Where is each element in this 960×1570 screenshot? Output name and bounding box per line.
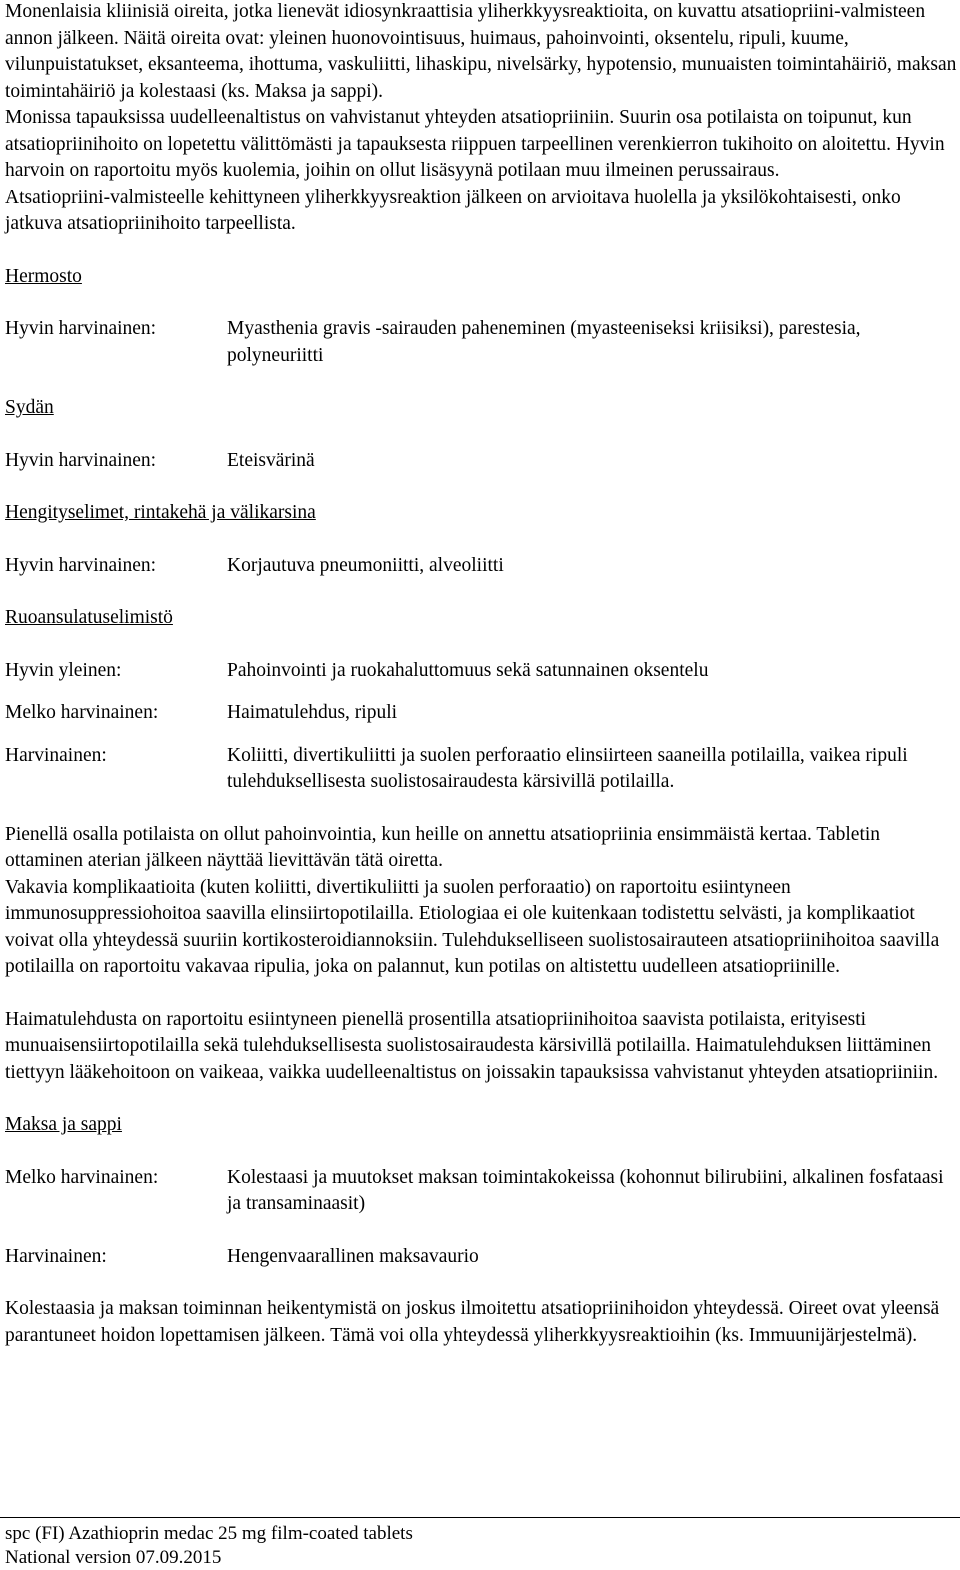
effect-description: Eteisvärinä [227,449,315,471]
adverse-effect-row [5,1244,957,1271]
frequency-label: Hyvin harvinainen: [5,449,157,471]
intro-paragraph-3: Atsatiopriini-valmisteelle kehittyneen yliherkkyysreaktion jälkeen on arvioitava huolella ja yksilökohtaisesti, onko jatkuva atsatiopriinihoito tarpeellista. [5,186,901,234]
effect-description: Haimatulehdus, ripuli [227,702,398,723]
footer-version: National version 07.09.2015 [5,1547,222,1568]
section-title-hermosto: Hermosto [5,265,82,287]
effect-description: Hengenvaarallinen maksavaurio [227,1245,479,1267]
frequency-label: Melko harvinainen: [5,1166,159,1188]
frequency-label: Harvinainen: [5,1245,107,1267]
ruoansulatus-paragraph-1: Pienellä osalla potilaista on ollut pahoinvointia, kun heille on annettu atsatiopriinia ensimmäistä kertaa. Tabletin ottaminen aterian jälkeen näyttää lievittävän tätä oiretta. [5,823,881,871]
adverse-effect-row [5,743,957,796]
effect-description: Koliitti, divertikuliitti ja suolen perforaatio elinsiirteen saaneilla potilailla, vaikea ripuli tulehduksellisesta suolistosairaudesta kärsivillä potilailla. [227,744,908,792]
adverse-effect-row [5,1165,957,1218]
maksa-paragraph-1: Kolestaasia ja maksan toiminnan heikentymistä on joskus ilmoitettu atsatiopriinihoidon yhteydessä. Oireet ovat yleensä parantuneet hoidon lopettamisen jälkeen. Tämä voi olla yhteydessä yliherkkyysreaktioihin (ks. Immuunijärjestelmä). [5,1298,940,1346]
effect-description: Pahoinvointi ja ruokahaluttomuus sekä satunnainen oksentelu [227,659,709,681]
adverse-effect-row [5,316,957,369]
section-title-ruoansulatus: Ruoansulatuselimistö [5,607,173,628]
section-title-sydan: Sydän [5,397,54,418]
ruoansulatus-paragraph-2: Vakavia komplikaatioita (kuten koliitti, divertikuliitti ja suolen perforaatio) on raportoitu esiintyneen immunosuppressiohoitoa saavilla elinsiirtopotilailla. Etiologiaa ei ole kuitenkaan todistettu selvästi, ja komplikaatiot voivat olla yhteydessä suuriin kortikosteroidiannoksiin. Tulehdukselliseen suolistosairauteen atsatiopriinihoitoa saavilla potilailla on raportoitu vakavaa ripulia, joka on palannut, kun potilas on altistettu uudelleen atsatiopriinille. [5,876,940,977]
frequency-label: Hyvin harvinainen: [5,318,157,339]
adverse-effect-row [5,700,957,727]
effect-description: Kolestaasi ja muutokset maksan toimintakokeissa (kohonnut bilirubiini, alkalinen fosfataasi ja transaminaasit) [227,1166,944,1214]
frequency-label: Melko harvinainen: [5,702,159,723]
frequency-label: Hyvin yleinen: [5,659,122,681]
page-footer [0,1517,960,1570]
adverse-effect-row [5,448,957,475]
section-title-maksa: Maksa ja sappi [5,1114,122,1135]
intro-paragraph-2: Monissa tapauksissa uudelleenaltistus on vahvistanut yhteyden atsatiopriiniin. Suurin osa potilaista on toipunut, kun atsatiopriinihoito on lopetettu välittömästi ja tapauksesta riippuen tarpeellinen verenkierron tukihoito on aloitettu. Hyvin harvoin on raportoitu myös kuolemia, joihin on ollut lisäsyynä potilaan muu ilmeinen perussairaus. [5,107,945,181]
ruoansulatus-paragraph-3: Haimatulehdusta on raportoitu esiintyneen pienellä prosentilla atsatiopriinihoitoa saavista potilaista, erityisesti munuaisensiirtopotilailla sekä tulehduksellisesta suolistosairaudesta kärsivillä potilailla. Haimatulehduksen liittäminen tiettyyn lääkehoitoon on vaikeaa, vaikka uudelleenaltistus on joissakin tapauksissa vahvistanut yhteyden atsatiopriiniin. [5,1008,939,1083]
frequency-label: Harvinainen: [5,744,107,766]
effect-description: Myasthenia gravis -sairauden paheneminen (myasteeniseksi kriisiksi), parestesia, polyneuriitti [227,318,861,366]
effect-description: Korjautuva pneumoniitti, alveoliitti [227,554,504,576]
adverse-effect-row [5,553,957,580]
footer-document-title: spc (FI) Azathioprin medac 25 mg film-coated tablets [5,1523,413,1544]
adverse-effect-row [5,658,957,685]
section-title-hengityselimet: Hengityselimet, rintakehä ja välikarsina [5,502,316,523]
document-body [5,0,957,1349]
frequency-label: Hyvin harvinainen: [5,554,157,576]
intro-paragraph-1: Monenlaisia kliinisiä oireita, jotka lienevät idiosynkraattisia yliherkkyysreaktioita, on kuvattu atsatiopriini-valmisteen annon jälkeen. Näitä oireita ovat: yleinen huonovointisuus, huimaus, pahoinvointi, oksentelu, ripuli, kuume, vilunpuistatukset, eksanteema, ihottuma, vaskuliitti, lihaskipu, nivelsärky, hypotensio, munuaisten toimintahäiriö, maksan toimintahäiriö ja kolestaasi (ks. Maksa ja sappi). [5,1,957,102]
